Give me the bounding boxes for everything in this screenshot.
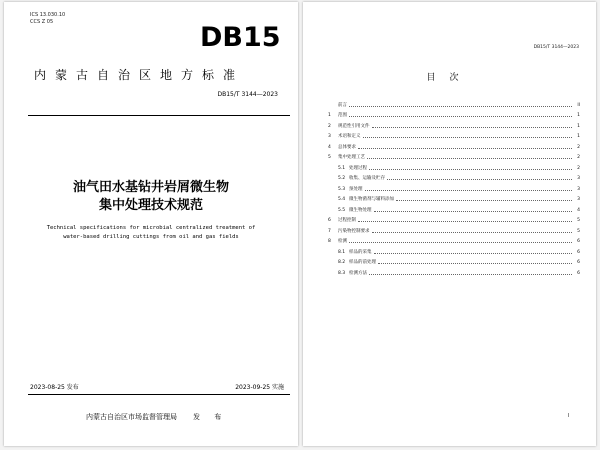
toc-entry-label: 微生物处理 (349, 207, 372, 213)
ics-ccs-codes (30, 12, 65, 26)
publish-date: 2023-08-25 发布 (30, 384, 79, 391)
region-standard-heading: 内蒙古自治区地方标准 (34, 68, 245, 82)
toc-entry[interactable] (328, 244, 580, 255)
toc-dot-leader (369, 274, 572, 275)
toc-dot-leader (387, 179, 572, 180)
toc-entry-page: 2 (577, 155, 580, 160)
toc-entry-page: 6 (577, 270, 580, 276)
toc-entry-label: 预处理 (349, 186, 363, 192)
bottom-rule (28, 394, 290, 395)
toc-entry-page: 5 (577, 228, 580, 234)
toc-entry-number: 8 (328, 239, 331, 244)
toc-entry[interactable] (328, 223, 580, 234)
toc-entry[interactable] (328, 202, 580, 213)
toc-entry[interactable] (328, 234, 580, 245)
toc-list (328, 97, 580, 276)
toc-entry-page: 1 (577, 113, 580, 118)
toc-dot-leader (363, 137, 573, 138)
toc-entry[interactable] (328, 265, 580, 276)
toc-entry-label: 检测 (338, 239, 347, 244)
toc-page (303, 2, 596, 446)
toc-entry-page: 3 (577, 186, 580, 192)
toc-entry[interactable] (328, 97, 580, 108)
toc-entry-page: 2 (577, 144, 580, 150)
toc-entry-number: 1 (328, 113, 331, 118)
toc-dot-leader (365, 190, 573, 191)
toc-entry-page: 4 (577, 207, 580, 213)
ics-code: ICS 13.030.10 (30, 12, 66, 18)
toc-dot-leader (349, 116, 572, 117)
toc-entry-page: II (577, 102, 580, 108)
toc-entry[interactable] (328, 118, 580, 129)
toc-entry-label: 集中处理工艺 (338, 155, 365, 160)
toc-entry-page: 3 (577, 176, 580, 181)
toc-entry-page: 6 (577, 239, 580, 244)
title-zh-line1: 油气田水基钻井岩屑微生物 (72, 180, 229, 195)
toc-entry-label: 范围 (338, 113, 347, 118)
standard-number: DB15/T 3144—2023 (217, 91, 278, 98)
toc-dot-leader (369, 169, 572, 170)
toc-entry-page: 2 (577, 165, 580, 171)
toc-entry[interactable] (328, 160, 580, 171)
toc-entry[interactable] (328, 150, 580, 161)
toc-entry-page: 6 (577, 260, 580, 265)
title-en-line2: water-based drilling cuttings from oil and gas fields (63, 234, 239, 240)
db15-logo: DB15 (200, 22, 281, 53)
toc-entry-label: 检测方法 (349, 270, 367, 276)
ccs-code: CCS Z 05 (30, 19, 54, 25)
toc-entry[interactable] (328, 108, 580, 119)
toc-dot-leader (349, 242, 572, 243)
toc-entry-number: 4 (328, 144, 331, 150)
toc-entry-label: 处理过程 (349, 165, 367, 171)
title-zh-line2: 集中处理技术规范 (98, 198, 203, 213)
toc-entry-label: 收集、运输及贮存 (349, 176, 385, 181)
toc-dot-leader (378, 263, 572, 264)
toc-entry-number: 8.3 (338, 270, 346, 276)
toc-entry[interactable] (328, 255, 580, 266)
publisher-verb: 发 布 (193, 413, 228, 421)
toc-dot-leader (358, 148, 572, 149)
toc-entry-label: 前言 (338, 102, 347, 108)
toc-entry-page: 5 (577, 218, 580, 223)
toc-footer-page-number: I (568, 413, 570, 419)
toc-entry-page: 6 (577, 249, 580, 255)
toc-entry-number: 5.3 (338, 186, 346, 192)
toc-dot-leader (372, 232, 573, 233)
toc-entry-number: 5.2 (338, 176, 346, 181)
cover-page (4, 2, 298, 446)
toc-entry-label: 总体要求 (338, 144, 356, 150)
toc-entry-label: 污染物控制要求 (338, 228, 370, 234)
toc-entry-page: 1 (577, 123, 580, 129)
toc-dot-leader (358, 221, 572, 222)
publisher-name: 内蒙古自治区市场监督管理局 (86, 413, 177, 421)
toc-entry-number: 7 (328, 228, 331, 234)
implement-date: 2023-09-25 实施 (235, 384, 284, 391)
toc-entry-number: 3 (328, 134, 331, 139)
toc-entry[interactable] (328, 129, 580, 140)
toc-entry[interactable] (328, 192, 580, 203)
top-rule (28, 115, 290, 116)
toc-page-header: DB15/T 3144—2023 (533, 45, 579, 50)
toc-entry[interactable] (328, 171, 580, 182)
toc-dot-leader (396, 200, 572, 201)
toc-entry-number: 5.5 (338, 207, 346, 213)
toc-entry[interactable] (328, 181, 580, 192)
toc-title: 目次 (426, 73, 473, 83)
title-en-line1: Technical specifications for microbial centralized treatment of (46, 225, 256, 231)
toc-dot-leader (372, 127, 573, 128)
toc-entry-number: 2 (328, 123, 331, 129)
toc-entry-number: 5 (328, 155, 331, 160)
toc-dot-leader (374, 253, 573, 254)
toc-entry-label: 样品的前处理 (349, 260, 376, 265)
toc-entry-number: 5.4 (338, 197, 346, 202)
toc-entry-number: 6 (328, 218, 331, 223)
toc-entry-label: 规范性引用文件 (338, 123, 370, 129)
toc-entry-label: 术语和定义 (338, 134, 361, 139)
toc-dot-leader (349, 106, 572, 107)
publisher-line (86, 412, 227, 422)
toc-dot-leader (374, 211, 573, 212)
toc-entry-label: 过程控制 (338, 218, 356, 223)
toc-dot-leader (367, 158, 572, 159)
toc-entry-number: 8.1 (338, 249, 346, 255)
toc-entry-page: 1 (577, 134, 580, 139)
toc-entry-label: 样品的采集 (349, 249, 372, 255)
toc-entry-number: 5.1 (338, 165, 346, 171)
toc-entry-number: 8.2 (338, 260, 346, 265)
toc-entry-label: 微生物菌剂与辅料添加 (349, 197, 394, 202)
toc-entry[interactable] (328, 139, 580, 150)
toc-entry-page: 3 (577, 197, 580, 202)
toc-entry[interactable] (328, 213, 580, 224)
